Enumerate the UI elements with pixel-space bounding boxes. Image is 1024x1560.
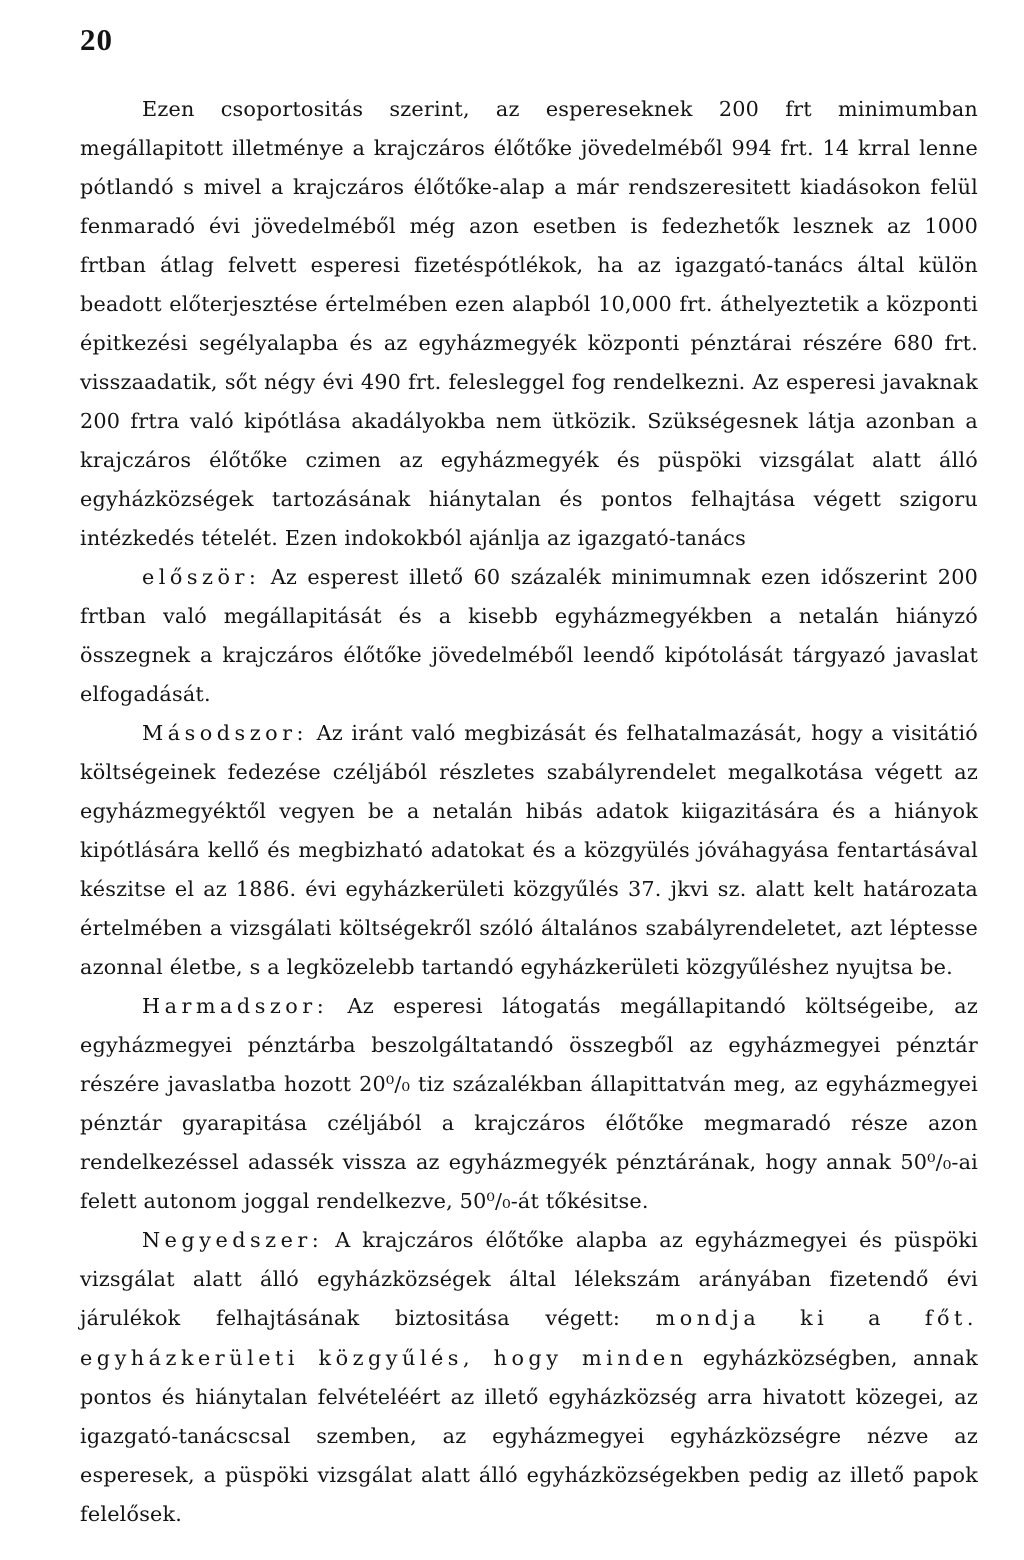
paragraph-fourth-point-text: A krajczáros élőtőke alapba az egyházmegyei és püspöki vizsgálat alatt álló egyházközségek által lélekszám arányában fizetendő évi járulékok felhajtásának biztositása végett: bbox=[80, 1228, 978, 1331]
paragraph-fourth-point-tail: egyházközségben, annak pontos és hiánytalan felvételéért az illető egyházközség arra hivatott közegei, az igazgató-tanácscsal szemben, az egyházmegyei egyházközségre nézve az esperesek, a püspöki vizsgálat alatt álló egyházközségekben pedig az illető papok felelősek. bbox=[80, 1345, 978, 1526]
paragraph-third-point-lead: Harmadszor: bbox=[142, 994, 329, 1019]
paragraph-fourth-point-spaced-phrase: mondja ki a főt. egyházkerületi közgyűlés, hogy minden bbox=[80, 1306, 978, 1370]
paragraph-third-point bbox=[80, 987, 978, 1221]
paragraph-first-point-text: Az esperest illető 60 százalék minimumnak ezen időszerint 200 frtban való megállapitását és a kisebb egyházmegyékben a netalán hiányzó összegnek a krajczáros élőtőke jövedelméből leendő kipótolását tárgyazó javaslat elfogadását. bbox=[80, 565, 978, 707]
paragraph-intro bbox=[80, 90, 978, 558]
paragraph-fourth-point bbox=[80, 1221, 978, 1533]
paragraph-third-point-text: Az esperesi látogatás megállapitandó költségeibe, az egyházmegyei pénztárba beszolgáltatandó összegből az egyházmegyei pénztár részére javaslatba hozott 20⁰/₀ tiz százalékban állapittatván meg, az egyházmegyei pénztár gyarapitása czéljából a krajczáros élőtőke megmaradó része azon rendelkezéssel adassék vissza az egyházmegyék pénztárának, hogy annak 50⁰/₀-ai felett autonom joggal rendelkezve, 50⁰/₀-át tőkésitse. bbox=[80, 994, 978, 1214]
paragraph-second-point bbox=[80, 714, 978, 987]
paragraph-second-point-lead: Másodszor: bbox=[142, 721, 309, 746]
paragraph-first-point bbox=[80, 558, 978, 714]
paragraph-fourth-point-lead: Negyedszer: bbox=[142, 1228, 324, 1253]
body-text bbox=[80, 90, 978, 1534]
paragraph-second-point-text: Az iránt való megbizását és felhatalmazását, hogy a visitátió költségeinek fedezése czéljából részletes szabályrendelet megalkotása végett az egyházmegyéktől vegyen be a netalán hibás adatok kiigazitására és a hiányok kipótlására kellő és megbizható adatokat és a közgyülés jóváhagyása fentartásával készitse el az 1886. évi egyházkerületi közgyűlés 37. jkvi sz. alatt kelt határozata értelmében a vizsgálati költségekről szóló általános szabályrendeletet, azt léptesse azonnal életbe, s a legközelebb tartandó egyházkerületi közgyűléshez nyujtsa be. bbox=[80, 721, 978, 980]
paragraph-intro-text: Ezen csoportositás szerint, az espereseknek 200 frt minimumban megállapitott illetménye a krajczáros élőtőke jövedelméből 994 frt. 14 krral lenne pótlandó s mivel a krajczáros élőtőke-alap a már rendszeresitett kiadásokon felül fenmaradó évi jövedelméből még azon esetben is fedezhetők lesznek az 1000 frtban átlag felvett esperesi fizetéspótlékok, ha az igazgató-tanács által külön beadott előterjesztése értelmében ezen alapból 10,000 frt. áthelyeztetik a központi épitkezési segélyalapba és az egyházmegyék központi pénztárai részére 680 frt. visszaadatik, sőt négy évi 490 frt. felesleggel fog rendelkezni. Az esperesi javaknak 200 frtra való kipótlása akadályokba nem ütközik. Szükségesnek látja azonban a krajczáros élőtőke czimen az egyházmegyék és püspöki vizsgálat alatt álló egyházközségek tartozásának hiánytalan és pontos felhajtása végett szigoru intézkedés tételét. Ezen indokokból ajánlja az igazgató-tanács bbox=[80, 97, 978, 551]
page-number: 20 bbox=[80, 22, 113, 57]
paragraph-first-point-lead: először: bbox=[142, 565, 261, 590]
